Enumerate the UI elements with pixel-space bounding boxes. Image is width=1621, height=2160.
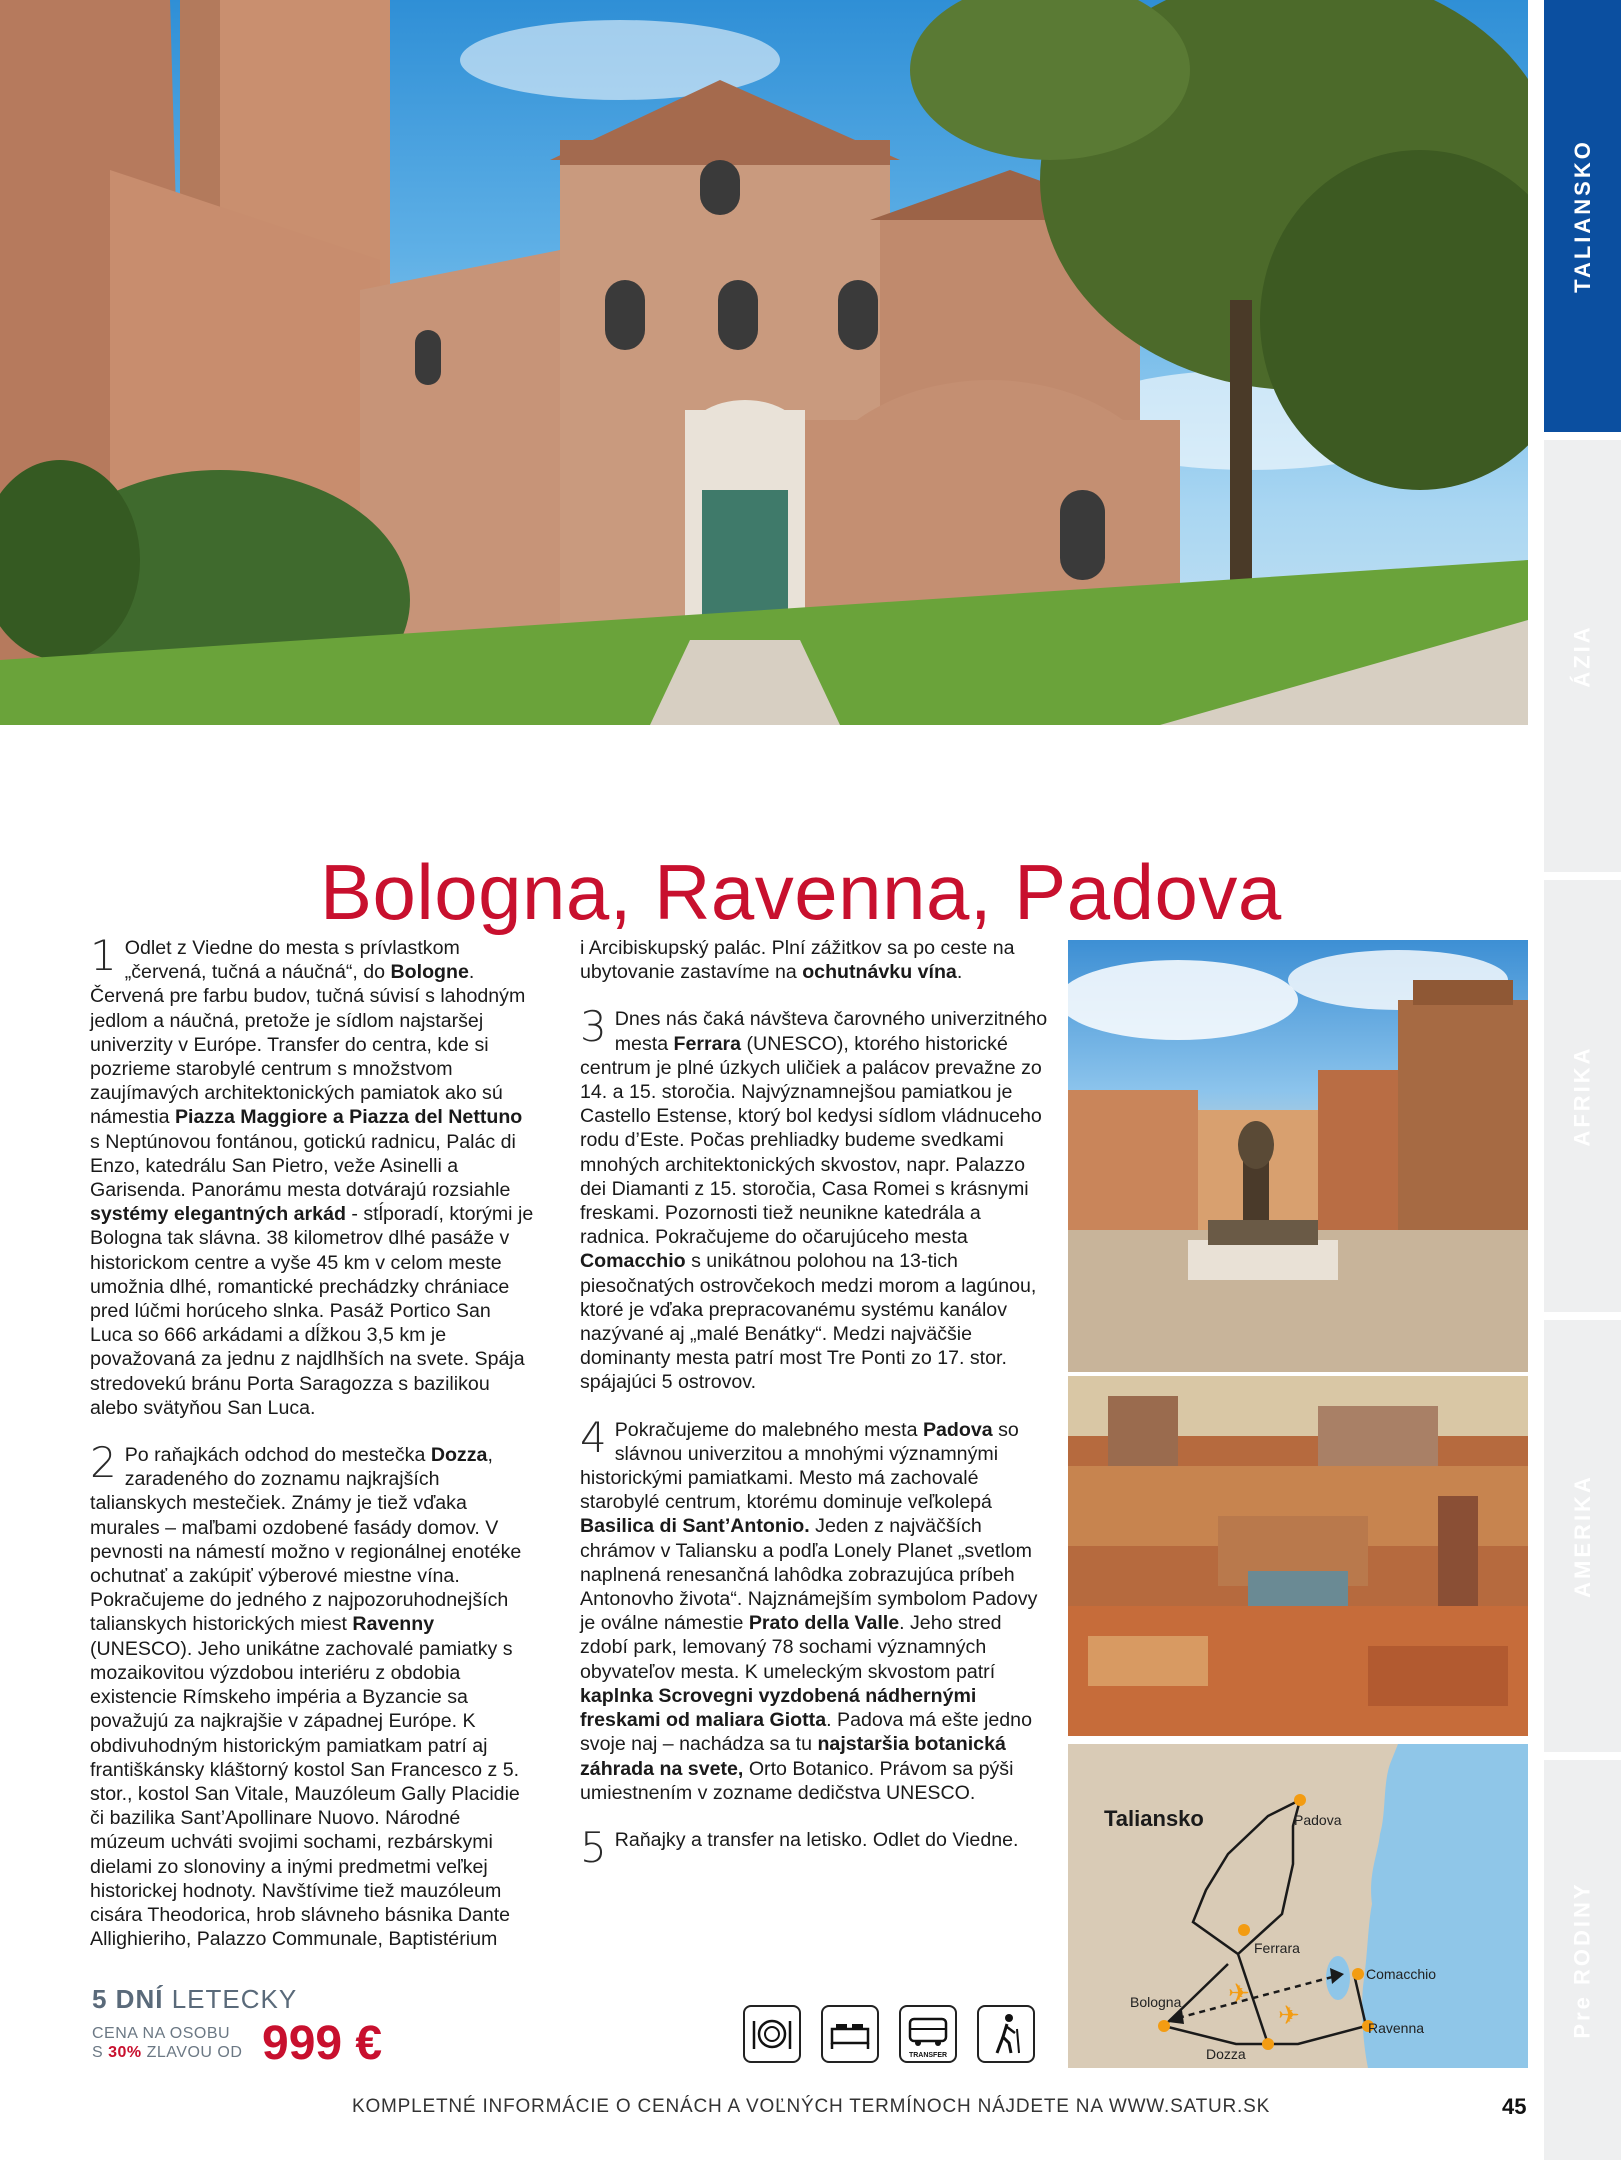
text: s unikátnou polohou na 13-tich piesočnatých ostrovčekoch medzi morom a lagúnou, ktoré je vďaka prepracovanému systému kanálov nazývané aj „malé Benátky“. Medzi najväčšie dominanty mesta patrí most Tre Ponti zo 17. stor. spájajúci 5 ostrovov. — [580, 1250, 1037, 1394]
text: (UNESCO), ktorého historické centrum je plné úzkych uličiek a palácov prevažne zo 14. a 15. storočia. Najvýznamnejšou pamiatkou je Castello Estense, ktorý bol kedysi sídlom vládnuceho rodu d’Este. Počas prehliadky budeme svedkami mnohých architektonických skvostov, napr. Palazzo dei Diamanti z 15. storočia, Casa Romei s krásnymi freskami. Pozornosti tiež neunikne katedrála a radnica. Pokračujeme do očarujúceho mesta — [580, 1032, 1042, 1249]
day-number: 2 — [90, 1438, 117, 1488]
photo-bologna-rooftops — [1068, 1376, 1528, 1736]
day-1-paragraph — [90, 931, 535, 1420]
text: so slávnou univerzitou a mnohými významnými historickými pamiatkami. Mesto má zachovalé starobylé centrum, ktorému dominuje veľkolepá — [580, 1418, 1019, 1514]
price-label — [92, 2024, 242, 2062]
day-number: 1 — [90, 931, 117, 980]
tab-azia[interactable] — [1544, 440, 1621, 872]
map-city-bologna: Bologna — [1130, 1994, 1182, 2010]
text: Jeden z najväčších chrámov v Taliansku a podľa Lonely Planet „svetlom naplnená renesančná lahôdka zobrazujúca príbeh Antonovho života“. Najznámejším symbolom Padovy je oválne námestie — [580, 1515, 1038, 1635]
rooftops-illustration — [1068, 1376, 1528, 1736]
map-city-padova: Padova — [1294, 1812, 1342, 1828]
text: . Padova má ešte jedno svoje naj – nachádza sa tu — [580, 1709, 1032, 1756]
text: Raňajky a transfer na letisko. Odlet do Viedne. — [614, 1828, 1019, 1851]
tab-taliansko[interactable] — [1544, 0, 1621, 432]
meals-icon — [743, 2005, 801, 2063]
route-map — [1068, 1744, 1528, 2068]
tab-label: Pre RODINY — [1569, 1881, 1595, 2039]
tab-pre-rodiny[interactable] — [1544, 1760, 1621, 2160]
text: . Červená pre farbu budov, tučná súvisí s lahodným jedlom a náučná, pretože je sídlom najstaršej univerzity v Európe. Transfer do centra, kde si pozrieme starobylé centrum s množstvom zaujímavých architektonických pamiatok ako sú námestia — [90, 961, 526, 1129]
highlight: najstaršia botanická záhrada na svete, — [580, 1733, 1006, 1780]
highlight: Comacchio — [580, 1250, 686, 1273]
text: S — [92, 2044, 104, 2061]
text: Odlet z Viedne do mesta s prívlastkom „červená, tučná a náučná“, do — [124, 937, 460, 984]
text: i Arcibiskupský palác. Plní zážitkov sa po ceste na ubytovanie zastavíme na — [580, 937, 1015, 984]
text: . — [956, 961, 963, 984]
tab-label: TALIANSKO — [1569, 139, 1595, 293]
footer-info: KOMPLETNÉ INFORMÁCIE O CENÁCH A VOĽNÝCH TERMÍNOCH NÁJDETE NA WWW.SATUR.SK — [352, 2096, 1271, 2117]
transfer-bus-icon — [899, 2005, 957, 2063]
highlight: ochutnávku vína — [802, 961, 957, 984]
text: Po raňajkách odchod do mestečka — [124, 1444, 431, 1467]
hero-illustration — [0, 0, 1528, 725]
day-number: 5 — [580, 1822, 607, 1872]
svg-text:✈: ✈ — [1228, 1978, 1250, 2008]
highlight: Dozza — [430, 1444, 488, 1467]
tab-amerika[interactable] — [1544, 1320, 1621, 1752]
map-city-dozza: Dozza — [1206, 2046, 1246, 2062]
map-graphic — [1068, 1744, 1528, 2068]
transport-mode: LETECKY — [171, 1984, 298, 2014]
price-label-line2 — [92, 2043, 242, 2062]
text: , zaradeného do zoznamu najkrajších talianskych mestečiek. Známy je tiež vďaka murales – maľbami ozdobené fasády domov. V pevnosti na námestí možno v regionálnej enotéke ochutnať a zakúpiť výberové miestne vína. Pokračujeme do jedného z najpozoruhodnejších talianskych historických miest — [90, 1444, 522, 1636]
price-label-line1: CENA NA OSOBU — [92, 2025, 231, 2042]
highlight: Prato della Valle — [748, 1612, 900, 1635]
map-city-ravenna: Ravenna — [1368, 2020, 1425, 2036]
tab-label: AFRIKA — [1569, 1045, 1595, 1147]
tab-label: ÁZIA — [1569, 624, 1595, 688]
highlight: Piazza Maggiore a Piazza del Nettuno — [174, 1106, 523, 1129]
highlight: Ferrara — [673, 1032, 742, 1055]
day-4-paragraph — [580, 1412, 1050, 1805]
text: Dnes nás čaká návšteva čarovného univerzitného mesta — [614, 1008, 1048, 1055]
tab-label: AMERIKA — [1569, 1474, 1595, 1598]
highlight: systémy elegantných arkád — [90, 1203, 346, 1226]
day-number: 3 — [580, 1002, 607, 1052]
text: s Neptúnovou fontánou, gotickú radnicu, Palác di Enzo, katedrálu San Pietro, veže Asinelli a Garisenda. Panorámu mesta dotvárajú rozsiahle — [90, 1130, 516, 1202]
tab-afrika[interactable] — [1544, 880, 1621, 1312]
map-city-ferrara: Ferrara — [1254, 1940, 1300, 1956]
highlight: Ravenny — [352, 1613, 435, 1636]
photo-bologna-piazza — [1068, 940, 1528, 1372]
day-2-paragraph — [90, 1438, 535, 1951]
day-3-paragraph — [580, 1002, 1050, 1394]
text: . Jeho stred zdobí park, lemovaný 78 sochami významných obyvateľov mesta. K umeleckým skvostom patrí — [580, 1612, 1002, 1683]
text: Pokračujeme do malebného mesta — [614, 1418, 923, 1441]
section-tabs — [1544, 0, 1621, 2160]
hero-photo-basilica — [0, 0, 1528, 725]
discount-value: 30% — [108, 2044, 142, 2061]
highlight: Basilica di Sant’Antonio. — [580, 1515, 810, 1538]
map-country-label: Taliansko — [1104, 1806, 1204, 1831]
price-amount: 999 € — [262, 2017, 383, 2070]
hotel-bed-icon — [821, 2005, 879, 2063]
text: - stĺporadí, ktorými je Bologna tak slávna. 38 kilometrov dlhé pasáže v historickom centre a vyše 45 km v celom meste umožnia dlhé, romantické prechádzky chrániace pred lúčmi horúceho slnka. Pasáž Portico San Luca so 666 arkádami a dĺžkou 3,5 km je považovaná za jednu z najdlhších na svete. Spája stredovekú bránu Porta Saragozza s bazilikou alebo svätyňou San Luca. — [90, 1203, 534, 1419]
highlight: Padova — [922, 1418, 993, 1441]
highlight: kaplnka Scrovegni vyzdobená nádhernými freskami od maliara Giotta — [580, 1684, 977, 1732]
text: (UNESCO). Jeho unikátne zachovalé pamiatky s mozaikovitou výzdobou interiéru z obdobia existencie Rímskeho impéria a Byzancie sa považujú za najkrajšie v západnej Európe. K obdivuhodným historickým pamiatkam patrí aj františkánsky kláštorný kostol San Francesco z 5. stor., kostol San Vitale, Mauzóleum Gally Placidie či bazilika Sant’Apollinare Nuovo. Národné múzeum uchváti svojimi sochami, rezbárskymi dielami zo slonoviny a inými predmetmi veľkej historickej hodnoty. Navštívime tiež mauzóleum cisára Theodorica, hrob slávneho básnika Dante Allighieriho, Palazzo Communale, Baptistérium — [90, 1637, 520, 1951]
hiking-icon — [977, 2005, 1035, 2063]
svg-text:✈: ✈ — [1278, 2000, 1300, 2030]
day-number: 4 — [580, 1412, 607, 1462]
page-title: Bologna, Ravenna, Padova — [320, 848, 1282, 937]
highlight: Bologne — [390, 961, 469, 984]
text: ZLAVOU OD — [146, 2044, 243, 2061]
day-5-paragraph — [580, 1822, 1050, 1872]
page-number: 45 — [1502, 2094, 1527, 2119]
trip-duration — [92, 1984, 297, 2015]
text: Orto Botanico. Právom sa pýši umiestnením v zozname dedičstva UNESCO. — [580, 1757, 1014, 1804]
transfer-label: TRANSFER — [908, 2052, 948, 2059]
days-count: 5 DNÍ — [92, 1984, 164, 2014]
itinerary-column-1 — [90, 931, 535, 1974]
day-2-continuation — [580, 936, 1050, 984]
map-city-comacchio: Comacchio — [1366, 1966, 1437, 1982]
itinerary-column-2 — [580, 936, 1050, 1875]
piazza-illustration — [1068, 940, 1528, 1372]
